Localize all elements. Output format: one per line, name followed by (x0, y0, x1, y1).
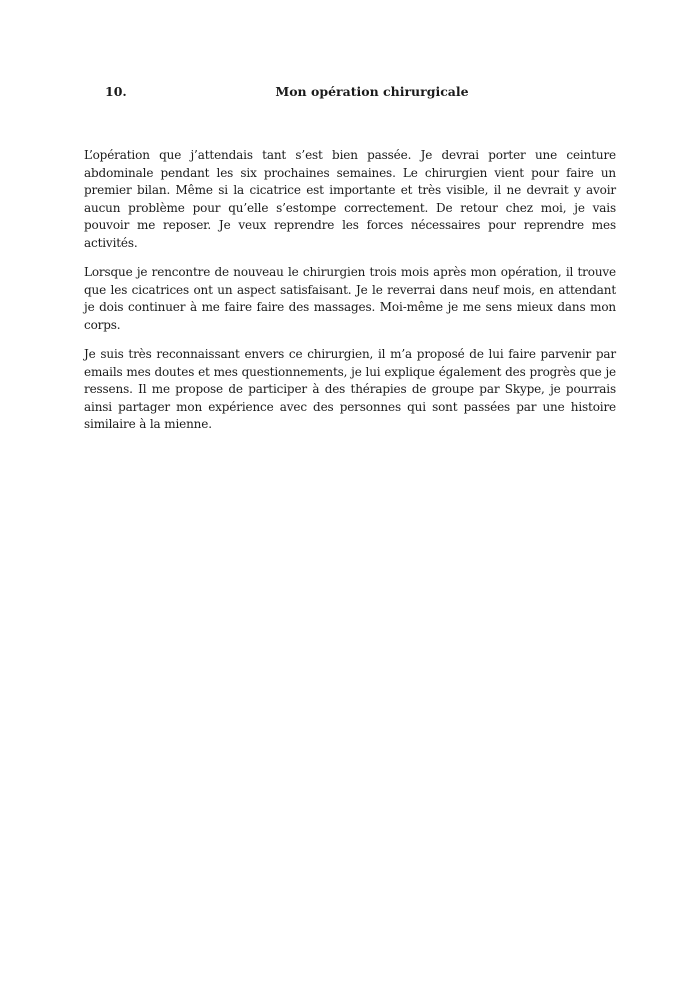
document-body (84, 147, 616, 446)
paragraph: Je suis très reconnaissant envers ce chirurgien, il m’a proposé de lui faire parvenir par emails mes doutes et mes questionnements, je lui explique également des progrès que je ressens. Il me propose de participer à des thérapies de groupe par Skype, je pourrais ainsi partager mon expérience avec des personnes qui sont passées par une histoire similaire à la mienne. (84, 347, 616, 431)
section-heading (84, 84, 616, 102)
paragraph: Lorsque je rencontre de nouveau le chirurgien trois mois après mon opération, il trouve que les cicatrices ont un aspect satisfaisant. Je le reverrai dans neuf mois, en attendant je dois continuer à me faire faire des massages. Moi-même je me sens mieux dans mon corps. (84, 265, 616, 332)
paragraph: L’opération que j’attendais tant s’est bien passée. Je devrai porter une ceinture abdominale pendant les six prochaines semaines. Le chirurgien vient pour faire un premier bilan. Même si la cicatrice est importante et très visible, il ne devrait y avoir aucun problème pour qu’elle s’estompe correctement. De retour chez moi, je vais pouvoir me reposer. Je veux reprendre les forces nécessaires pour reprendre mes activités. (84, 148, 616, 250)
section-number: 10. (105, 84, 127, 99)
section-title: Mon opération chirurgicale (275, 84, 469, 99)
